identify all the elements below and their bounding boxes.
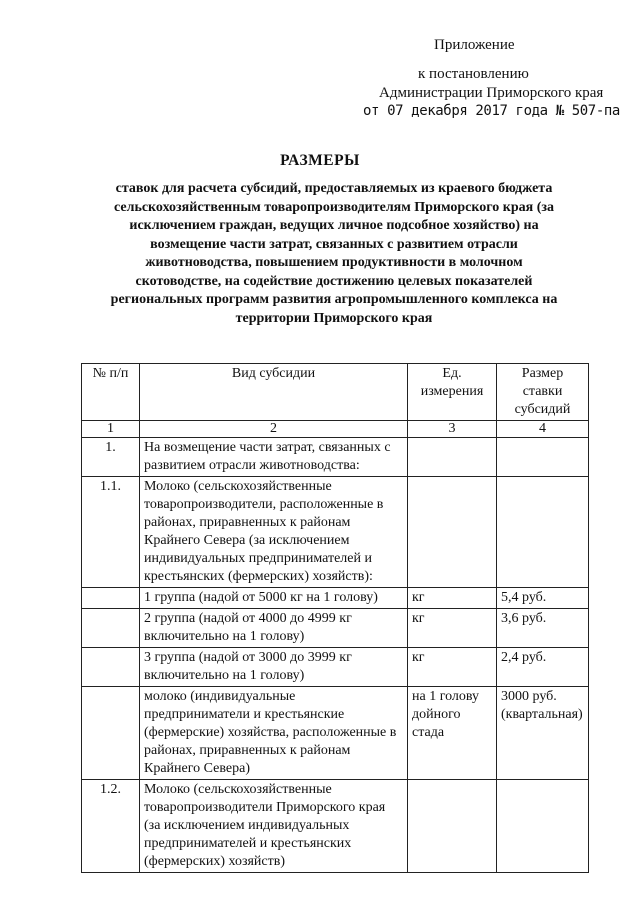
row-subsidy-type: 2 группа (надой от 4000 до 4999 кг включительно на 1 голову) [140, 609, 408, 648]
row-number: 1.2. [82, 780, 140, 873]
row-unit: на 1 голову дойного стада [408, 687, 497, 780]
row-unit: кг [408, 609, 497, 648]
table-row [82, 588, 589, 609]
document-title: РАЗМЕРЫ [280, 152, 360, 169]
row-rate [497, 477, 589, 588]
document-subtitle: ставок для расчета субсидий, предоставляемых из краевого бюджета сельскохозяйственным товаропроизводителям Приморского края (за исключением граждан, ведущих личное подсобное хозяйство) на возмещение части затрат, связанных с развитием отрасли животноводства, повышением продуктивности в молочном скотоводстве, на содействие достижению целевых показателей региональных программ развития агропромышленного комплекса на территории Приморского края [110, 181, 558, 326]
row-number [82, 588, 140, 609]
row-number [82, 687, 140, 780]
row-subsidy-type: Молоко (сельскохозяйственные товаропроизводители, расположенные в районах, приравненных к районам Крайнего Севера (за исключением индивидуальных предпринимателей и крестьянских (фермерских) хозяйств): [140, 477, 408, 588]
column-numbers-row [82, 421, 589, 438]
row-subsidy-type: 1 группа (надой от 5000 кг на 1 голову) [140, 588, 408, 609]
appendix-label: Приложение [434, 37, 515, 53]
appendix-date-number: от 07 декабря 2017 года № 507-па [363, 103, 620, 119]
header-subsidy-type: Вид субсидии [140, 364, 408, 421]
row-number [82, 648, 140, 687]
column-number: 3 [408, 421, 497, 438]
row-unit: кг [408, 588, 497, 609]
table-row [82, 780, 589, 873]
row-subsidy-type: На возмещение части затрат, связанных с развитием отрасли животноводства: [140, 438, 408, 477]
column-number: 4 [497, 421, 589, 438]
row-subsidy-type: Молоко (сельскохозяйственные товаропроизводители Приморского края (за исключением индивидуальных предпринимателей и крестьянских (фермерских) хозяйств) [140, 780, 408, 873]
row-unit [408, 780, 497, 873]
appendix-resolution: к постановлению [418, 66, 529, 82]
row-unit [408, 438, 497, 477]
subsidy-rates-table [81, 363, 589, 873]
row-unit: кг [408, 648, 497, 687]
row-subsidy-type: 3 группа (надой от 3000 до 3999 кг включительно на 1 голову) [140, 648, 408, 687]
row-rate: 3000 руб. (квартальная) [497, 687, 589, 780]
table-row [82, 687, 589, 780]
column-number: 2 [140, 421, 408, 438]
row-rate: 3,6 руб. [497, 609, 589, 648]
row-rate [497, 780, 589, 873]
table-row [82, 438, 589, 477]
header-number: № п/п [82, 364, 140, 421]
row-number [82, 609, 140, 648]
table-row [82, 648, 589, 687]
header-unit: Ед. измерения [408, 364, 497, 421]
row-number: 1.1. [82, 477, 140, 588]
row-unit [408, 477, 497, 588]
table-header-row [82, 364, 589, 421]
table-row [82, 477, 589, 588]
row-number: 1. [82, 438, 140, 477]
appendix-administration: Администрации Приморского края [379, 85, 604, 101]
row-rate: 5,4 руб. [497, 588, 589, 609]
row-rate [497, 438, 589, 477]
row-subsidy-type: молоко (индивидуальные предприниматели и крестьянские (фермерские) хозяйства, расположенные в районах, приравненных к районам Крайнего Севера) [140, 687, 408, 780]
column-number: 1 [82, 421, 140, 438]
header-rate: Размер ставки субсидий [497, 364, 589, 421]
table-row [82, 609, 589, 648]
row-rate: 2,4 руб. [497, 648, 589, 687]
